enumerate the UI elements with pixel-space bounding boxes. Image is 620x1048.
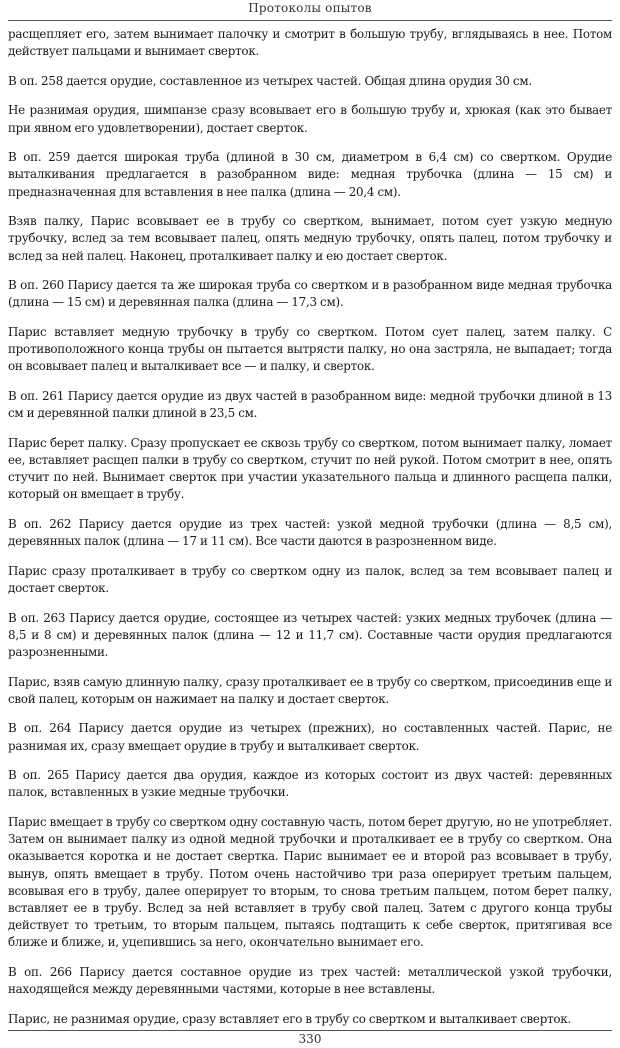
- header-divider: [8, 20, 612, 21]
- running-header-title: Протоколы опытов: [248, 1, 372, 15]
- paragraph: В оп. 262 Парису дается орудие из трех частей: узкой медной трубочки (длина — 8,5 см), деревянных палок (длина — 17 и 11 см). Все части даются в разрозненном виде.: [8, 516, 612, 549]
- paragraph: Не разнимая орудия, шимпанзе сразу всовывает его в большую трубу и, хрюкая (как это бывает при явном его удовлетворении), достает сверток.: [8, 103, 612, 135]
- paragraph: В оп. 264 Парису дается орудие из четырех (прежних), но составленных частей. Парис, не разнимая их, сразу вмещает орудие в трубу и выталкивает сверток.: [8, 721, 612, 753]
- paragraph: Парис вмещает в трубу со свертком одну составную часть, потом берет другую, но не употребляет. Затем он вынимает палку из одной медной трубочки и проталкивает ее в трубу со свертком. Она оказывается коротка и не достает свертка. Парис вынимает ее и второй раз всовывает в трубу, вынув, опять вмещает в трубу. Потом очень настойчиво три раза оперирует третьим пальцем, всовывая его в трубу, далее оперирует то вторым, то снова третьим пальцем, потом берет палку, вставляет ее в трубу. Вслед за ней вставляет в трубу свой палец. Затем с другого конца трубы действует то третьим, то вторым пальцем, пытаясь подтащить к себе сверток, притягивая все ближе и ближе, и, уцепившись за него, окончательно вынимает его.: [8, 814, 612, 950]
- paragraph: В оп. 265 Парису дается два орудия, каждое из которых состоит из двух частей: деревянных палок, вставленных в узкие медные трубочки.: [8, 768, 612, 800]
- paragraph: Парис сразу проталкивает в трубу со свертком одну из палок, вслед за тем всовывает палец и достает сверток.: [8, 563, 612, 595]
- paragraph: Парис берет палку. Сразу пропускает ее сквозь трубу со свертком, потом вынимает палку, ломает ее, вставляет расщеп палки в трубу со свертком, стучит по ней рукой. Потом смотрит в нее, опять стучит по ней. Вынимает сверток при участии указательного пальца и длинного расщепа палки, который он вмещает в трубу.: [8, 435, 612, 502]
- paragraph: расщепляет его, затем вынимает палочку и смотрит в большую трубу, вглядываясь в нее. Потом действует пальцами и вынимает сверток.: [8, 27, 612, 59]
- page-body: [8, 26, 612, 1040]
- page-number: 330: [298, 1032, 322, 1046]
- paragraph: В оп. 266 Парису дается составное орудие из трех частей: металлической узкой трубочки, находящейся между деревянными частями, которые в нее вставлены.: [8, 964, 612, 997]
- running-header: [0, 0, 620, 20]
- paragraph: Парис, взяв самую длинную палку, сразу проталкивает ее в трубу со свертком, присоединив еще и свой палец, которым он нажимает на палку и достает сверток.: [8, 674, 612, 706]
- paragraph: В оп. 260 Парису дается та же широкая труба со свертком и в разобранном виде медная трубочка (длина — 15 см) и деревянная палка (длина — 17,3 см).: [8, 278, 612, 310]
- paragraph: В оп. 258 дается орудие, составленное из четырех частей. Общая длина орудия 30 см.: [8, 73, 532, 88]
- paragraph: Парис вставляет медную трубочку в трубу со свертком. Потом сует палец, затем палку. С противоположного конца трубы он пытается вытрясти палку, но она застряла, не выпадает; тогда он всовывает палец и выталкивает все — и палку, и сверток.: [8, 324, 612, 374]
- paragraph: В оп. 261 Парису дается орудие из двух частей в разобранном виде: медной трубочки длиной в 13 см и деревянной палки длиной в 23,5 см.: [8, 388, 612, 421]
- paragraph: В оп. 263 Парису дается орудие, состоящее из четырех частей: узких медных трубочек (длина — 8,5 и 8 см) и деревянных палок (длина — 12 и 11,7 см). Составные части орудия предлагаются разрозненными.: [8, 610, 612, 659]
- footer-divider: [8, 1030, 612, 1031]
- paragraph: В оп. 259 дается широкая труба (длиной в 30 см, диаметром в 6,4 см) со свертком. Орудие выталкивания предлагается в разобранном виде: медная трубочка (длина — 15 см) и предназначенная для вставления в нее палка (длина — 20,4 см).: [8, 150, 612, 199]
- paragraph: Взяв палку, Парис всовывает ее в трубу со свертком, вынимает, потом сует узкую медную трубочку, вслед за тем всовывает палец, опять медную трубочку, опять палец, потом трубочку и вслед за ней палец. Наконец, проталкивает палку и ею достает сверток.: [8, 214, 612, 263]
- paragraph: Парис, не разнимая орудие, сразу вставляет его в трубу со свертком и выталкивает сверток.: [8, 1011, 572, 1026]
